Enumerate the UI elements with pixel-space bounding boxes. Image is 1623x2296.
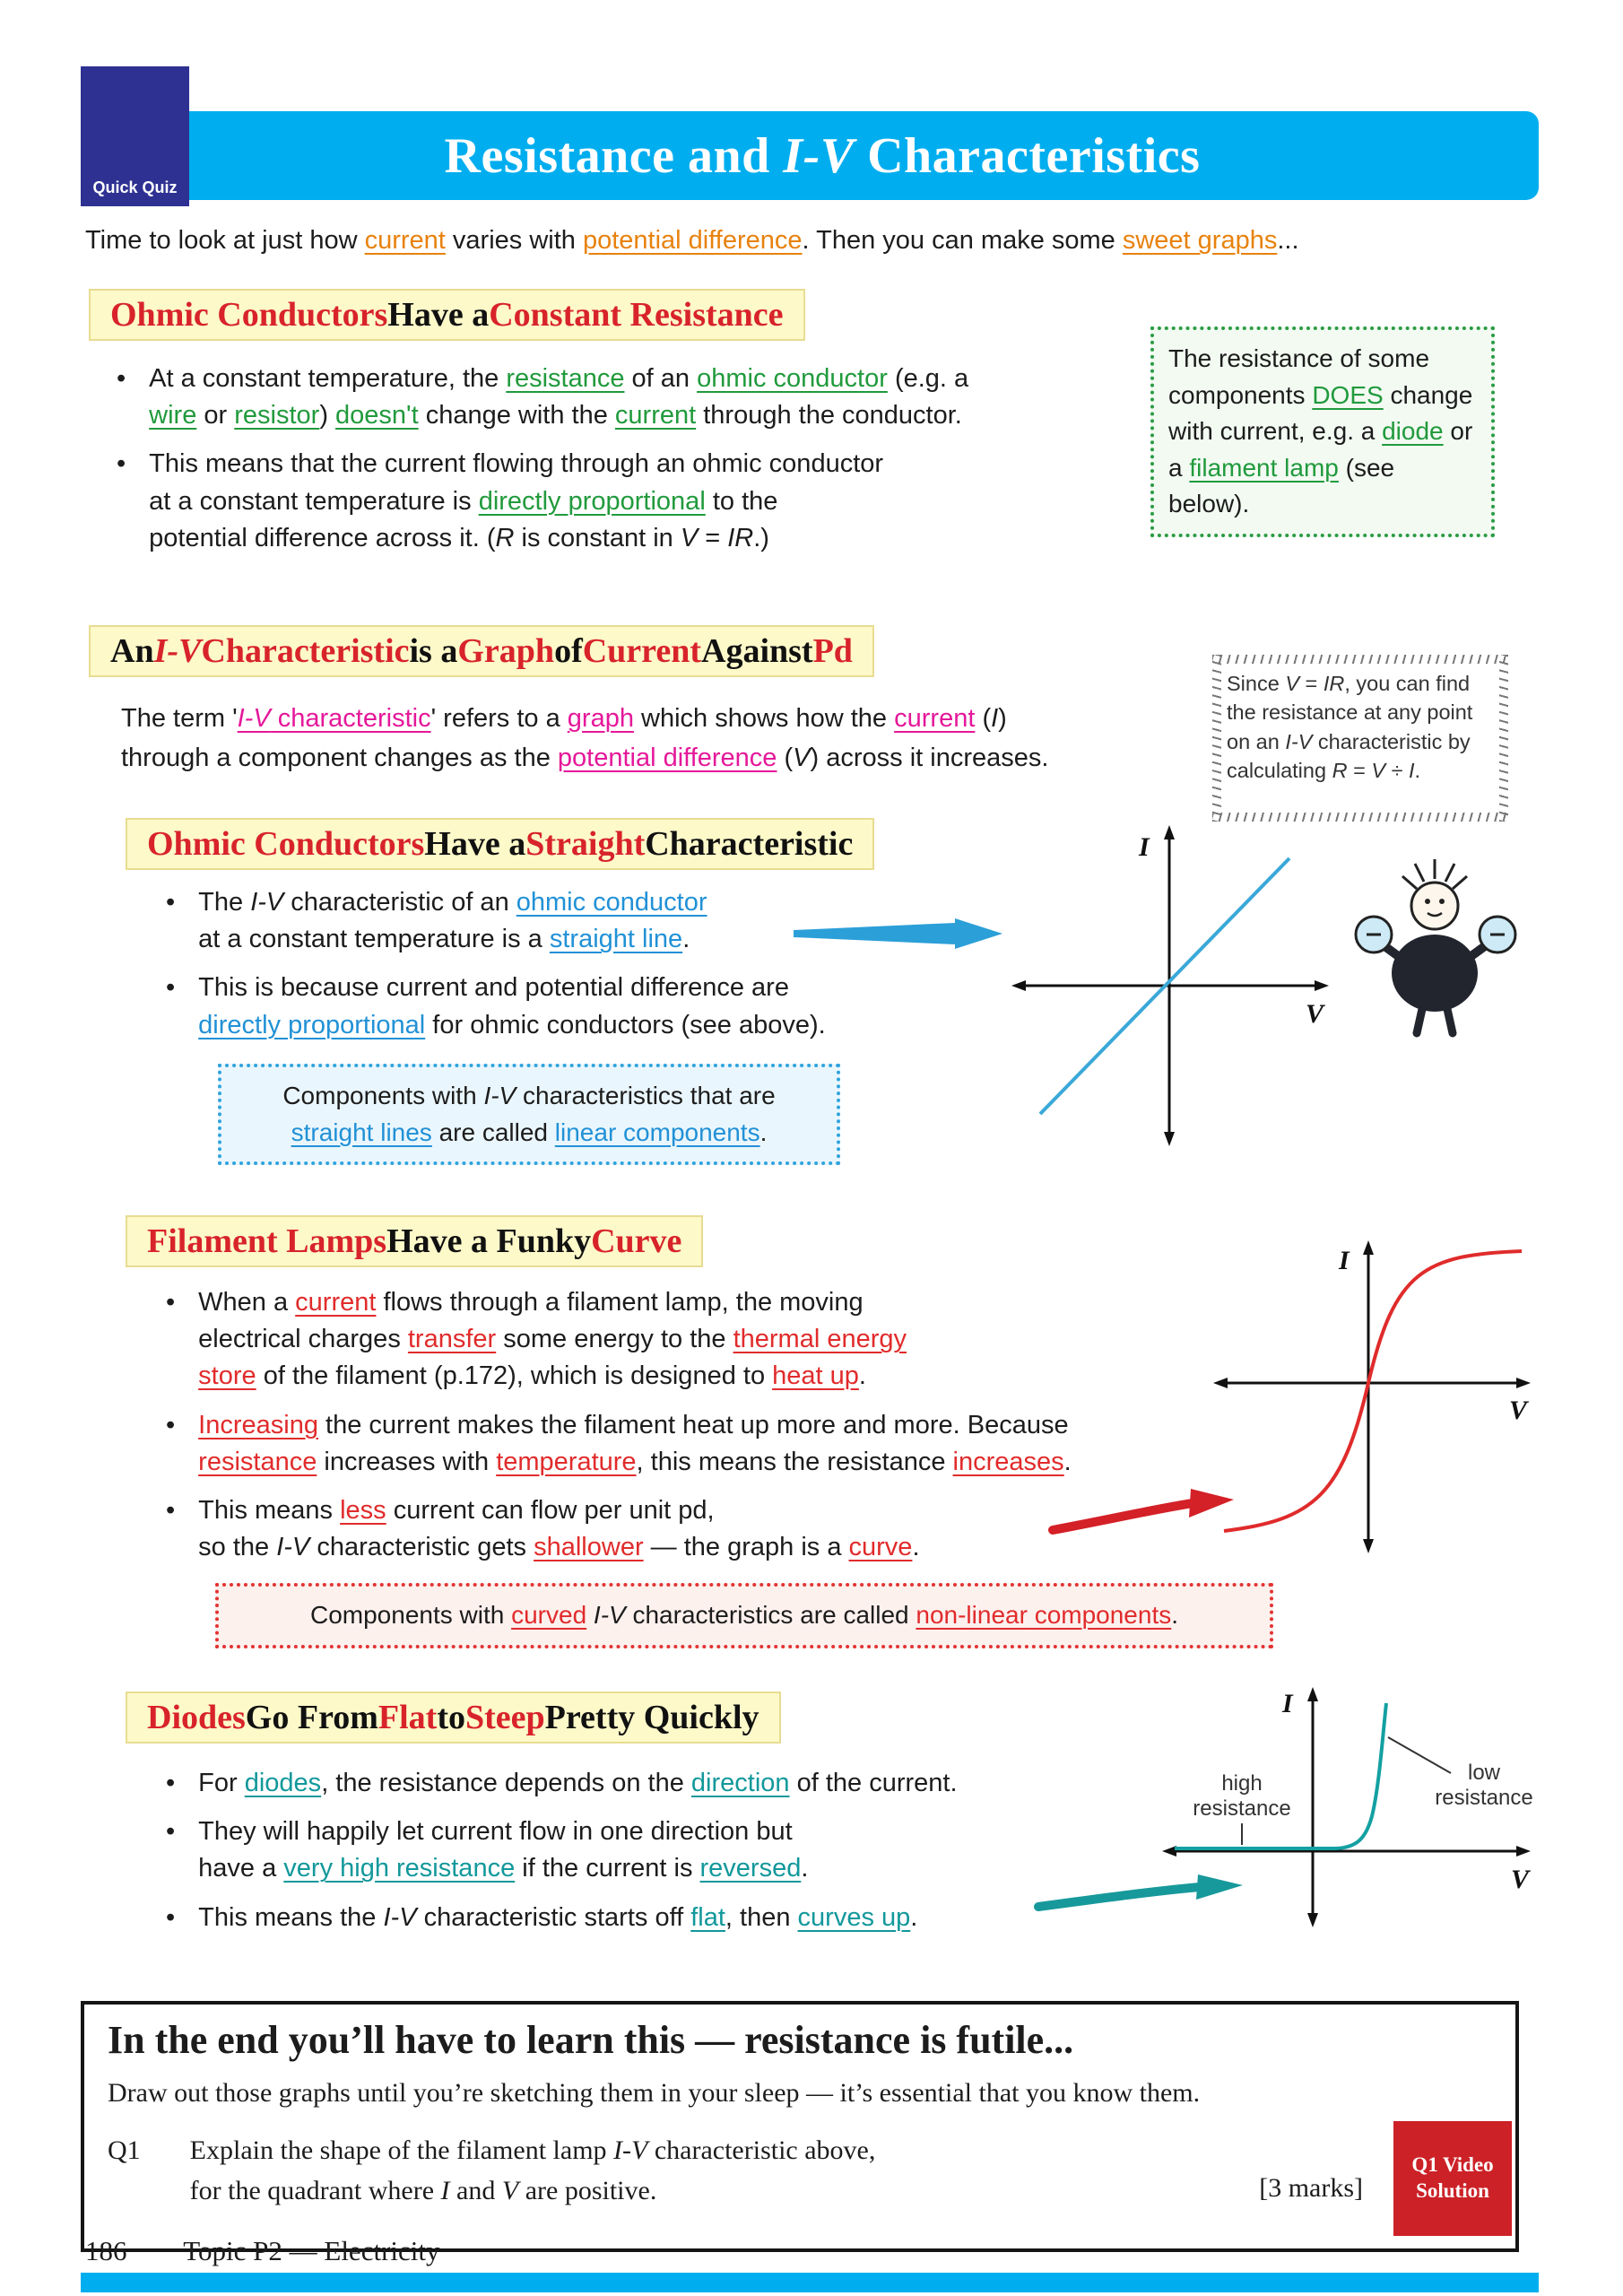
summary-question xyxy=(108,2130,875,2211)
filament-curve xyxy=(1224,1251,1522,1531)
title-banner xyxy=(106,111,1539,200)
bullet-item xyxy=(166,1765,1176,1802)
summary-box xyxy=(81,2001,1519,2252)
bullet-text: This means the I-V characteristic starts off flat, then curves up. xyxy=(198,1902,918,1932)
filament-graph-svg xyxy=(1206,1233,1542,1561)
bullet-text: When a current flows through a filament lamp, the moving electrical charges transfer some energy to the thermal energy store of the filament (p.172), which is designed to heat up. xyxy=(198,1288,907,1391)
bullet-icon: • xyxy=(166,1495,176,1525)
heading-filament-lamps: Filament Lamps Have a Funky Curve xyxy=(126,1215,703,1267)
diode-graph xyxy=(1157,1682,1542,1942)
ohmic-graph xyxy=(1004,818,1336,1159)
bullet-item xyxy=(166,1813,1176,1887)
high-resistance-label: high resistance xyxy=(1193,1771,1291,1821)
bullet-icon: • xyxy=(166,1769,176,1797)
bullet-icon: • xyxy=(166,1817,176,1847)
diode-bullets xyxy=(166,1765,1176,1948)
bullet-icon: • xyxy=(117,449,126,479)
margin-note xyxy=(1212,655,1508,822)
heading-straight-characteristic: Ohmic Conductors Have a Straight Characteristic xyxy=(126,818,874,870)
question-marks: [3 marks] xyxy=(1259,2173,1363,2203)
bullet-icon: • xyxy=(166,888,176,917)
intro-text: Time to look at just how current varies with potential difference. Then you can make some sweet graphs... xyxy=(85,226,1299,255)
video-solution-label: Q1 Video Solution xyxy=(1411,2153,1494,2202)
bullet-item xyxy=(117,361,1153,434)
low-resistance-label: low resistance xyxy=(1435,1761,1533,1810)
bullet-text: This means less current can flow per unit pd, so the I-V characteristic gets shallower — the graph is a curve. xyxy=(198,1495,920,1562)
electron-juggler-cartoon xyxy=(1345,852,1529,1049)
quick-quiz-label: Quick Quiz xyxy=(92,178,178,196)
footer-topic: Topic P2 — Electricity xyxy=(183,2235,440,2266)
summary-line: Draw out those graphs until you’re sketching them in your sleep — it’s essential that you know them. xyxy=(108,2078,1201,2108)
hatch-border-top xyxy=(1212,655,1508,664)
bullet-text: They will happily let current flow in one direction but have a very high resistance if the current is reversed. xyxy=(198,1817,809,1883)
bottom-bar xyxy=(81,2273,1539,2292)
x-axis-label: V xyxy=(1509,1396,1528,1425)
bullet-item xyxy=(166,1284,1211,1396)
bullet-text: For diodes, the resistance depends on the direction of the current. xyxy=(198,1769,958,1797)
hatch-border-left xyxy=(1212,655,1221,822)
quick-quiz-tab[interactable] xyxy=(81,66,189,206)
question-number: Q1 xyxy=(108,2135,141,2165)
hatch-border-right xyxy=(1499,655,1508,822)
bullet-item xyxy=(166,1900,1176,1936)
bullet-text: This is because current and potential difference are directly proportional for ohmic conductors (see above). xyxy=(198,973,826,1039)
x-axis-label: V xyxy=(1306,999,1324,1029)
bullet-item xyxy=(117,446,1153,557)
bullet-item xyxy=(166,1407,1211,1481)
bullet-text: At a constant temperature, the resistance of an ohmic conductor (e.g. a wire or resistor) doesn't change with the current through the conductor. xyxy=(149,364,969,430)
bullet-icon: • xyxy=(166,1902,176,1932)
page-footer xyxy=(85,2235,440,2267)
blue-arrow-icon xyxy=(794,918,1004,955)
margin-note-text: Since V = IR, you can find the resistance at any point on an I-V characteristic by calculating R = V ÷ I. xyxy=(1227,672,1473,783)
bullet-text: Increasing the current makes the filament heat up more and more. Because resistance increases with temperature, this means the resistance increases. xyxy=(198,1410,1072,1476)
linear-components-note: Components with I-V characteristics that are straight lines are called linear components. xyxy=(218,1064,840,1165)
x-axis-label: V xyxy=(1511,1865,1530,1894)
bullet-text: The I-V characteristic of an ohmic conductor at a constant temperature is a straight line. xyxy=(198,888,707,954)
page-title: Resistance and I-V Characteristics xyxy=(444,127,1201,184)
resistance-changes-note: The resistance of some components DOES change with current, e.g. a diode or a filament lamp (see below). xyxy=(1150,326,1495,537)
ohmic-graph-svg xyxy=(1004,818,1336,1154)
y-axis-label: I xyxy=(1339,1246,1350,1275)
summary-title: In the end you’ll have to learn this — resistance is futile... xyxy=(108,2018,1074,2062)
y-axis-label: I xyxy=(1282,1689,1293,1718)
bullet-item xyxy=(166,970,1050,1043)
filament-graph xyxy=(1206,1233,1542,1565)
straight-bullets xyxy=(166,884,1050,1056)
bullet-icon: • xyxy=(166,1288,176,1317)
heading-ohmic-constant-resistance: Ohmic Conductors Have a Constant Resistance xyxy=(89,289,805,341)
non-linear-components-note: Components with curved I-V characteristics are called non-linear components. xyxy=(215,1583,1273,1648)
bullet-icon: • xyxy=(166,973,176,1003)
video-solution-button[interactable] xyxy=(1393,2121,1512,2236)
bullet-icon: • xyxy=(166,1410,176,1439)
bullet-text: This means that the current flowing through an ohmic conductor at a constant temperature is directly proportional to the potential difference across it. (R is constant in V = IR.) xyxy=(149,449,884,552)
bullet-icon: • xyxy=(117,364,126,393)
question-text: Explain the shape of the filament lamp I-V characteristic above, for the quadrant where I and V are positive. xyxy=(189,2135,876,2205)
ohmic-bullets xyxy=(117,361,1153,569)
y-axis-label: I xyxy=(1139,832,1150,862)
page-number: 186 xyxy=(85,2235,127,2266)
iv-paragraph: The term 'I-V characteristic' refers to a graph which shows how the current (I) through a component changes as the potential difference (V) across it increases. xyxy=(121,704,1049,772)
heading-iv-characteristic: An I-V Characteristic is a Graph of Current Against Pd xyxy=(89,625,874,677)
heading-diodes: Diodes Go From Flat to Steep Pretty Quickly xyxy=(126,1692,781,1744)
